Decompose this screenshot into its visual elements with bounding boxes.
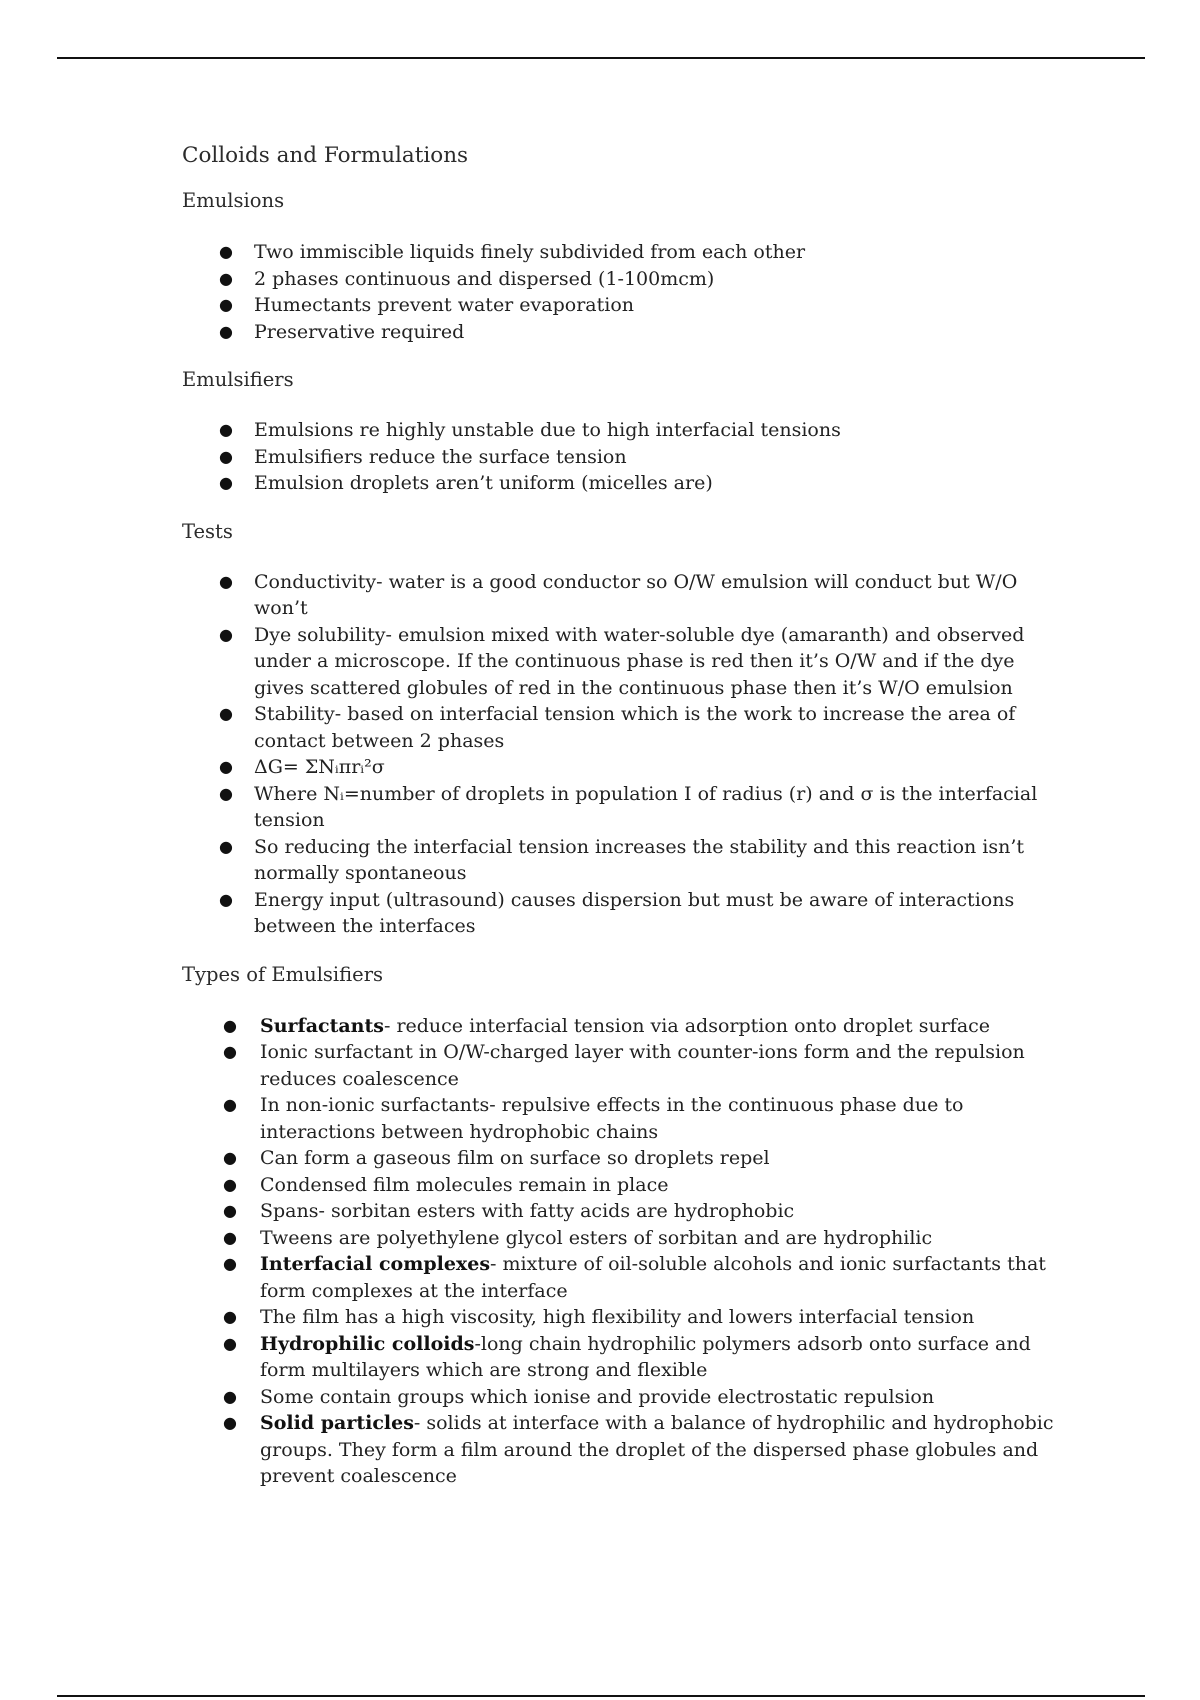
bullet-list — [182, 239, 1062, 345]
bullet-icon: ● — [223, 1333, 237, 1353]
list-item-text: Tweens are polyethylene glycol esters of sorbitan and are hydrophilic — [260, 1226, 933, 1249]
document-body — [182, 142, 1062, 1490]
list-item-text: Energy input (ultrasound) causes dispersion but must be aware of interactions between the interfaces — [254, 888, 1015, 937]
list-item — [182, 1410, 1062, 1490]
list-item-text: - mixture of oil-soluble alcohols and ionic surfactants that form complexes at the interface — [260, 1253, 1046, 1302]
bullet-icon: ● — [219, 889, 233, 909]
list-item — [182, 444, 1062, 471]
bullet-icon: ● — [219, 836, 233, 856]
bullet-icon: ● — [223, 1095, 237, 1114]
list-item-text: Preservative required — [254, 320, 465, 343]
list-item-text: Humectants prevent water evaporation — [254, 294, 635, 316]
list-item — [182, 1198, 1062, 1225]
list-item — [182, 1145, 1062, 1172]
list-item — [182, 1251, 1062, 1304]
bullet-icon: ● — [219, 624, 233, 644]
list-item-text: So reducing the interfacial tension increases the stability and this reaction isn’t normally spontaneous — [254, 835, 1025, 884]
list-item-text: Emulsions re highly unstable due to high interfacial tensions — [254, 419, 841, 441]
list-item — [182, 1039, 1062, 1092]
bullet-list — [182, 1013, 1062, 1490]
list-item — [182, 701, 1062, 754]
list-item — [182, 754, 1062, 781]
bullet-icon: ● — [219, 268, 233, 288]
section-tests — [182, 519, 1062, 940]
section-heading: Emulsifiers — [182, 368, 294, 391]
bullet-icon: ● — [219, 783, 233, 803]
list-item — [182, 1331, 1062, 1384]
top-rule — [57, 57, 1145, 59]
term-bold: Solid particles — [260, 1412, 414, 1434]
list-item — [182, 292, 1062, 319]
list-item — [182, 569, 1062, 622]
list-item — [182, 239, 1062, 266]
list-item — [182, 266, 1062, 293]
bullet-icon: ● — [219, 571, 233, 591]
list-item — [182, 887, 1062, 940]
list-item — [182, 1304, 1062, 1331]
bullet-icon: ● — [223, 1148, 237, 1167]
term-bold: Surfactants — [260, 1014, 384, 1037]
list-item — [182, 622, 1062, 702]
list-item-text: Stability- based on interfacial tension which is the work to increase the area of contact between 2 phases — [254, 703, 1016, 752]
section-emulsions — [182, 188, 1062, 345]
bullet-icon: ● — [219, 473, 233, 492]
bullet-list — [182, 569, 1062, 940]
bullet-list — [182, 417, 1062, 497]
page-title: Colloids and Formulations — [182, 143, 469, 168]
section-heading: Tests — [182, 519, 233, 543]
list-item-text: Spans- sorbitan esters with fatty acids are hydrophobic — [260, 1200, 795, 1222]
list-item-text: Some contain groups which ionise and provide electrostatic repulsion — [260, 1385, 935, 1408]
list-item-text: Where Nᵢ=number of droplets in population I of radius (r) and σ is the interfacial tension — [254, 782, 1038, 831]
list-item-text: Emulsifiers reduce the surface tension — [254, 445, 627, 468]
list-item — [182, 1013, 1062, 1040]
section-heading: Types of Emulsifiers — [182, 962, 384, 986]
bullet-icon: ● — [223, 1015, 237, 1035]
list-item-text: Can form a gaseous film on surface so droplets repel — [260, 1147, 770, 1169]
list-item-text: -long chain hydrophilic polymers adsorb onto surface and form multilayers which are strong and flexible — [260, 1332, 1031, 1381]
list-item-text: Ionic surfactant in O/W-charged layer with counter-ions form and the repulsion reduces coalescence — [260, 1041, 1025, 1090]
list-item-text: Emulsion droplets aren’t uniform (micelles are) — [254, 472, 713, 494]
bullet-icon: ● — [219, 704, 233, 723]
section-heading: Emulsions — [182, 189, 285, 212]
section-emulsifiers — [182, 367, 1062, 497]
bullet-icon: ● — [223, 1042, 237, 1061]
list-item — [182, 1172, 1062, 1199]
bullet-icon: ● — [223, 1386, 237, 1406]
list-item — [182, 1092, 1062, 1145]
term-bold: Interfacial complexes — [260, 1253, 491, 1275]
bullet-icon: ● — [219, 420, 233, 439]
bullet-icon: ● — [219, 295, 233, 314]
list-item-text: The film has a high viscosity, high flexibility and lowers interfacial tension — [260, 1306, 975, 1328]
bullet-icon: ● — [219, 757, 233, 776]
list-item — [182, 781, 1062, 834]
bullet-icon: ● — [223, 1227, 237, 1247]
list-item-text: 2 phases continuous and dispersed (1-100mcm) — [254, 267, 715, 290]
list-item-text: - reduce interfacial tension via adsorption onto droplet surface — [383, 1014, 991, 1037]
bullet-icon: ● — [223, 1413, 237, 1432]
term-bold: Hydrophilic colloids — [260, 1332, 475, 1355]
section-types-of-emulsifiers — [182, 962, 1062, 1490]
list-item-text: Two immiscible liquids finely subdivided from each other — [254, 241, 806, 263]
list-item-text: In non-ionic surfactants- repulsive effects in the continuous phase due to interactions between hydrophobic chains — [260, 1094, 964, 1143]
list-item-text: Conductivity- water is a good conductor so O/W emulsion will conduct but W/O won’t — [254, 570, 1018, 619]
list-item-text: - solids at interface with a balance of hydrophilic and hydrophobic groups. They form a film around the droplet of the dispersed phase globules and prevent coalescence — [260, 1412, 1054, 1487]
list-item — [182, 834, 1062, 887]
bullet-icon: ● — [223, 1307, 237, 1326]
list-item — [182, 417, 1062, 444]
list-item — [182, 1225, 1062, 1252]
bullet-icon: ● — [223, 1254, 237, 1273]
bullet-icon: ● — [219, 321, 233, 341]
list-item-text: Dye solubility- emulsion mixed with water-soluble dye (amaranth) and observed under a microscope. If the continuous phase is red then it’s O/W and if the dye gives scattered globules of red in the continuous phase then it’s W/O emulsion — [254, 623, 1025, 699]
bullet-icon: ● — [219, 242, 233, 261]
bullet-icon: ● — [223, 1174, 237, 1194]
list-item-text: Condensed film molecules remain in place — [260, 1173, 669, 1196]
list-item-text: ΔG= ΣNᵢπrᵢ²σ — [254, 756, 385, 778]
list-item — [182, 470, 1062, 497]
bullet-icon: ● — [223, 1201, 237, 1220]
bullet-icon: ● — [219, 446, 233, 466]
list-item — [182, 319, 1062, 346]
bottom-rule — [57, 1695, 1145, 1697]
list-item — [182, 1384, 1062, 1411]
